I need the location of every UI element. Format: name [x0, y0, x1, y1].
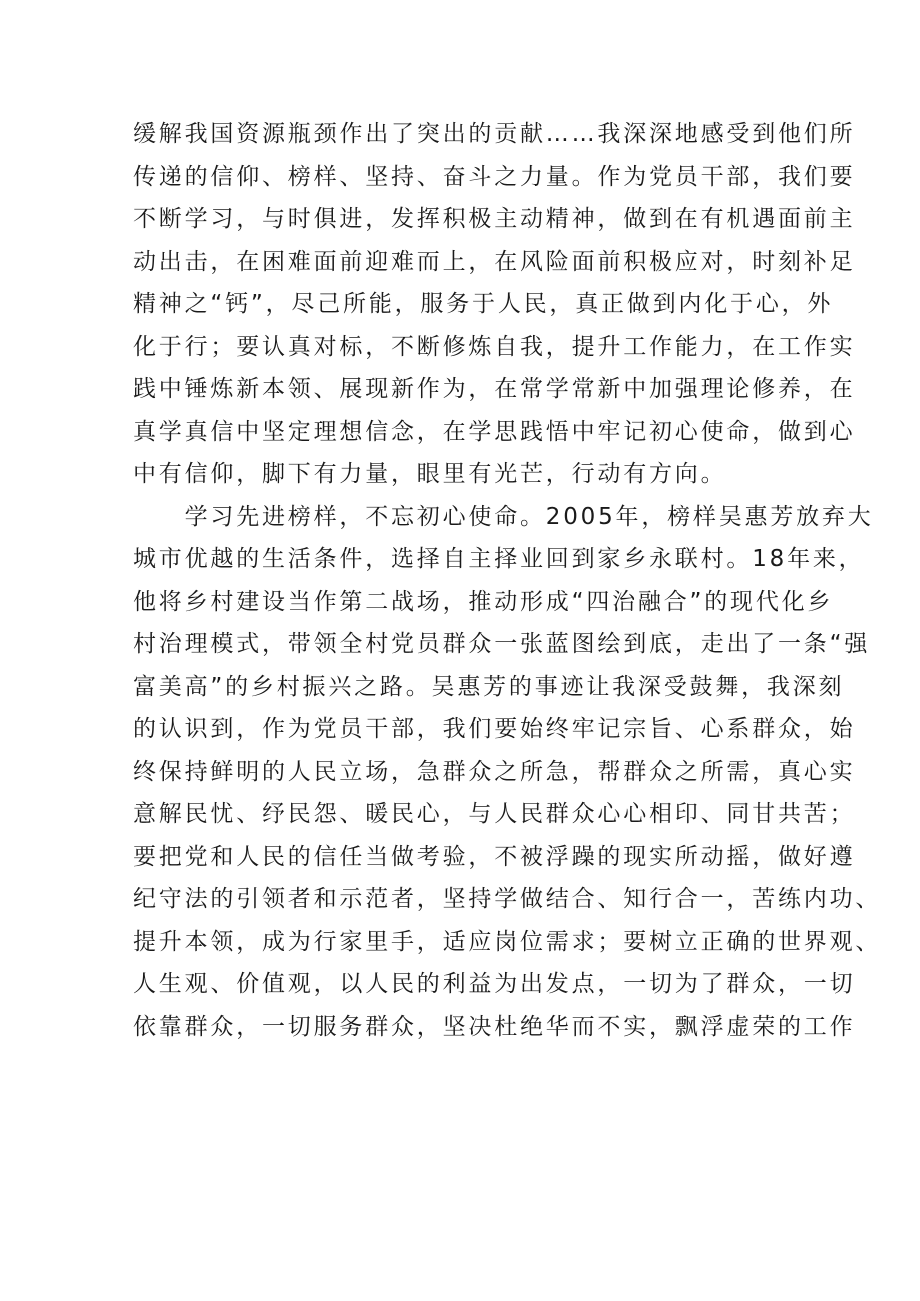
- text-line: 意解民忧、纾民怨、暖民心，与人民群众心心相印、同甘共苦；: [133, 801, 856, 827]
- paragraph-1: [133, 113, 856, 496]
- text-line: 学习先进榜样，不忘初心使命。2005年，榜样吴惠芳放弃大: [133, 503, 874, 530]
- text-line: 纪守法的引领者和示范者，坚持学做结合、知行合一，苦练内功、: [133, 886, 882, 912]
- text-line: 化于行；要认真对标，不断修炼自我，提升工作能力，在工作实: [133, 333, 856, 360]
- text-line: 村治理模式，带领全村党员群众一张蓝图绘到底，走出了一条“强: [133, 631, 871, 657]
- text-line: 的认识到，作为党员干部，我们要始终牢记宗旨、心系群众，始: [133, 716, 856, 742]
- paragraph-2: [133, 496, 882, 1049]
- text-line: 依靠群众，一切服务群众，坚决杜绝华而不实，飘浮虚荣的工作: [133, 1013, 856, 1040]
- text-line: 人生观、价值观，以人民的利益为出发点，一切为了群众，一切: [133, 971, 856, 997]
- text-line: 精神之“钙”，尽己所能，服务于人民，真正做到内化于心，外: [133, 291, 834, 317]
- text-line: 要把党和人民的信任当做考验，不被浮躁的现实所动摇，做好遵: [133, 843, 856, 870]
- text-line: 传递的信仰、榜样、坚持、奋斗之力量。作为党员干部，我们要: [133, 163, 856, 190]
- text-line: 提升本领，成为行家里手，适应岗位需求；要树立正确的世界观、: [133, 928, 882, 955]
- text-line: 城市优越的生活条件，选择自主择业回到家乡永联村。18年来，: [133, 546, 865, 572]
- text-line: 不断学习，与时俱进，发挥积极主动精神，做到在有机遇面前主: [133, 206, 856, 232]
- text-line: 终保持鲜明的人民立场，急群众之所急，帮群众之所需，真心实: [133, 758, 856, 785]
- text-line: 中有信仰，脚下有力量，眼里有光芒，行动有方向。: [133, 461, 727, 487]
- text-line: 富美高”的乡村振兴之路。吴惠芳的事迹让我深受鼓舞，我深刻: [133, 673, 845, 700]
- text-line: 缓解我国资源瓶颈作出了突出的贡献……我深深地感受到他们所: [133, 121, 856, 147]
- text-line: 动出击，在困难面前迎难而上，在风险面前积极应对，时刻补足: [133, 248, 856, 275]
- text-line: 践中锤炼新本领、展现新作为，在常学常新中加强理论修养，在: [133, 376, 856, 402]
- text-line: 真学真信中坚定理想信念，在学思践悟中牢记初心使命，做到心: [133, 418, 856, 445]
- text-line: 他将乡村建设当作第二战场，推动形成“四治融合”的现代化乡: [133, 588, 834, 615]
- document-body: [133, 113, 882, 1048]
